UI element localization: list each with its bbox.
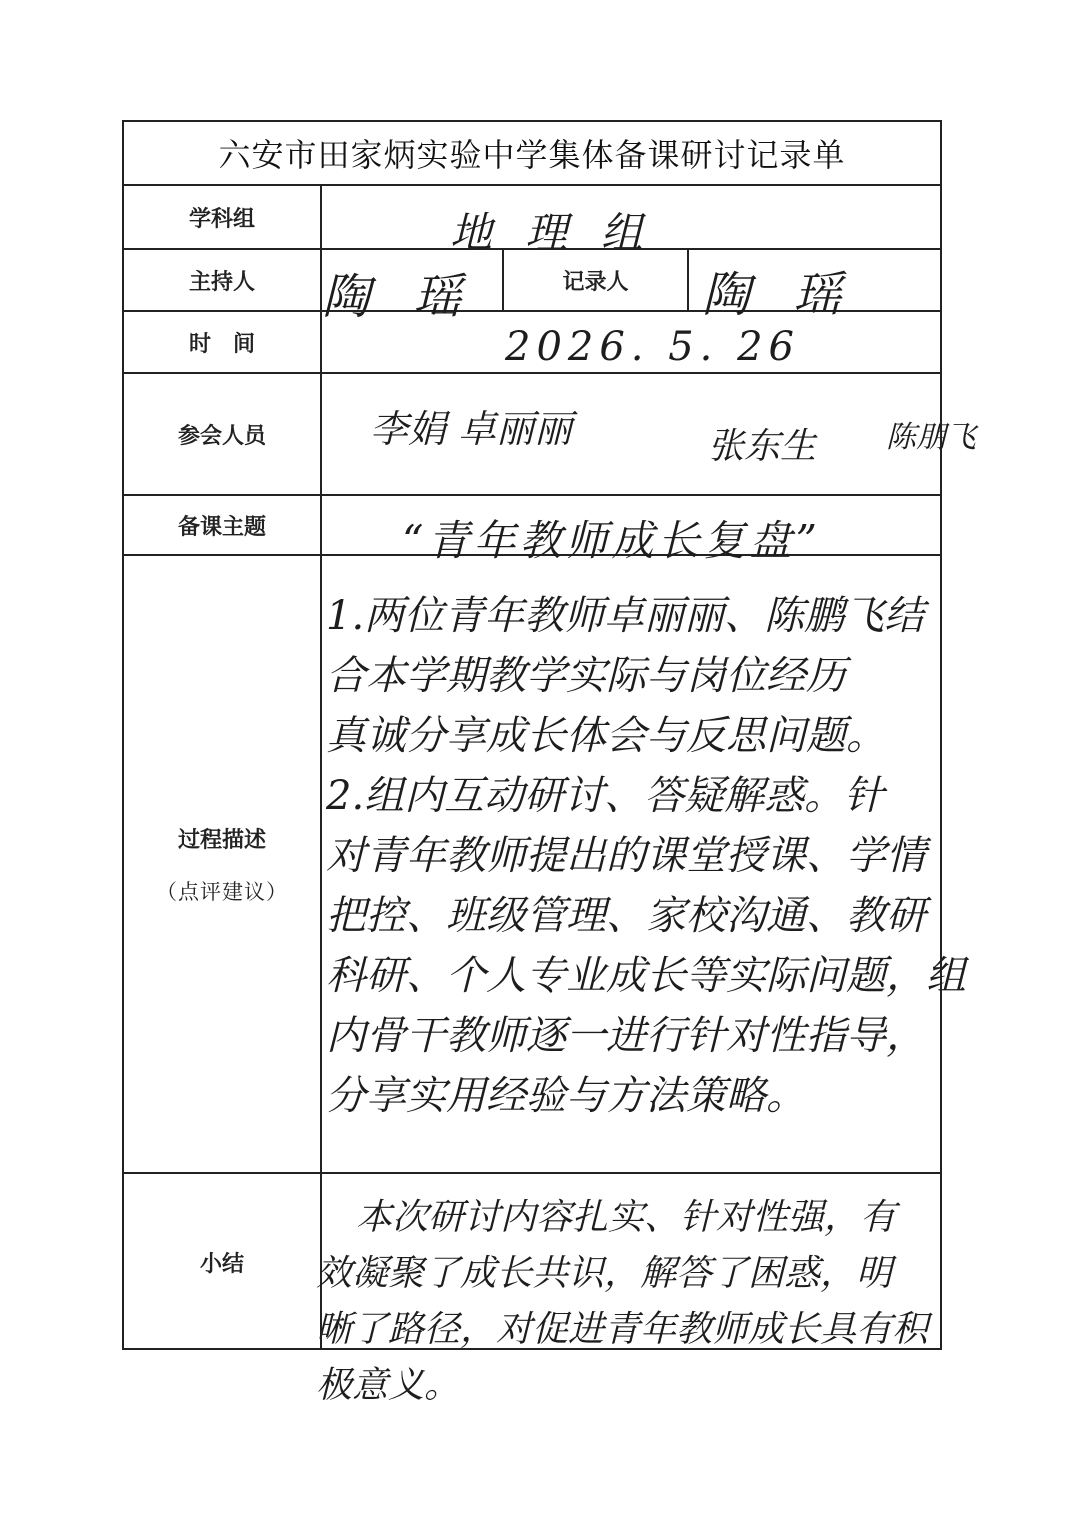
process-line: 2.组内互动研讨、答疑解惑。针 [326, 773, 885, 819]
handwritten-subject-group: 地 理 组 [450, 208, 653, 257]
summary-line: 晰了路径，对促进青年教师成长具有积 [316, 1309, 929, 1350]
process-line: 合本学期教学实际与岗位经历 [326, 653, 846, 699]
process-line: 内骨干教师逐一进行针对性指导， [326, 1013, 926, 1059]
label-topic: 备课主题 [177, 514, 266, 540]
label-process-sub: （点评建议） [156, 879, 288, 904]
process-line: 对青年教师提出的课堂授课、学情 [326, 833, 926, 879]
handwritten-host: 陶 瑶 [322, 269, 476, 325]
summary-line: 效凝聚了成长共识，解答了困惑，明 [316, 1253, 893, 1294]
label-summary: 小结 [199, 1251, 244, 1277]
process-line: 真诚分享成长体会与反思问题。 [326, 713, 886, 759]
handwritten-topic: “青年教师成长复盘” [402, 516, 821, 565]
process-line: 分享实用经验与方法策略。 [326, 1073, 806, 1119]
handwritten-date: 2026. 5. 26 [505, 324, 801, 370]
process-line: 把控、班级管理、家校沟通、教研 [326, 893, 926, 939]
column-divider [687, 248, 689, 310]
summary-line: 极意义。 [316, 1365, 461, 1406]
handwritten-summary [316, 1190, 928, 1414]
label-subject-group: 学科组 [188, 206, 255, 232]
label-process-main: 过程描述 [177, 827, 266, 853]
handwritten-attendees-2: 张东生 [708, 426, 817, 467]
label-time: 时 间 [188, 331, 255, 357]
summary-line: 本次研讨内容扎实、针对性强，有 [356, 1197, 897, 1238]
handwritten-attendees-1: 李娟 卓丽丽 [370, 407, 573, 451]
form-title: 六安市田家炳实验中学集体备课研讨记录单 [218, 136, 846, 174]
label-process [124, 556, 320, 1172]
label-recorder: 记录人 [562, 269, 629, 295]
column-divider [320, 184, 322, 1348]
label-host: 主持人 [188, 269, 255, 295]
handwritten-attendees-3: 陈朋飞 [886, 420, 976, 455]
handwritten-process [326, 586, 966, 1126]
handwritten-recorder: 陶 瑶 [702, 267, 856, 323]
process-line: 1.两位青年教师卓丽丽、陈鹏飞结 [326, 593, 925, 639]
process-line: 科研、个人专业成长等实际问题，组 [326, 953, 966, 999]
label-attendees: 参会人员 [177, 423, 266, 449]
